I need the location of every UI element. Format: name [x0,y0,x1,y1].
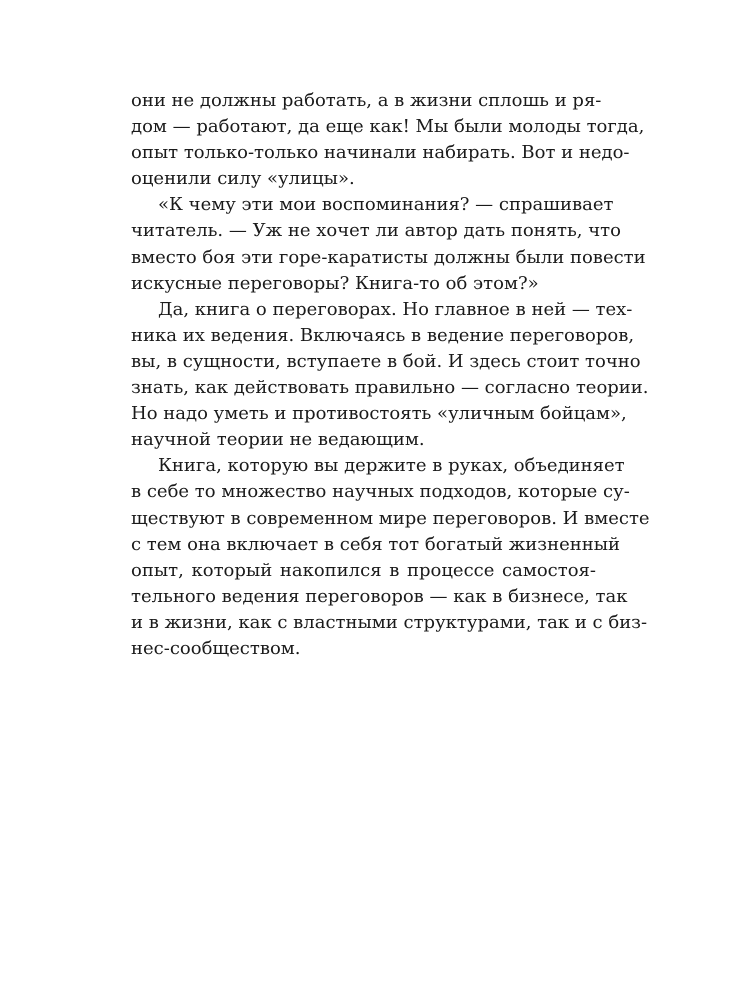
text-line: Да, книга о переговорах. Но главное в ней — тех- [158,298,633,320]
text-line: вы, в сущности, вступаете в бой. И здесь стоит точно [131,350,641,372]
text-line: вместо боя эти горе-каратисты должны были повести [131,246,646,268]
text-line: ника их ведения. Включаясь в ведение переговоров, [131,324,635,346]
text-line: опыт, который накопился в процессе самостоя- [131,559,596,581]
text-line: «К чему эти мои воспоминания? — спрашивает [158,194,614,216]
body-text [131,88,650,662]
text-line: опыт только-только начинали набирать. Вот и недо- [131,142,630,164]
text-line: Но надо уметь и противостоять «уличным бойцам», [131,403,627,425]
text-line: оценили силу «улицы». [131,168,355,190]
text-line: нес-сообществом. [131,637,301,659]
text-line: читатель. — Уж не хочет ли автор дать понять, что [131,220,621,242]
text-line: научной теории не ведающим. [131,429,425,451]
text-line: и в жизни, как с властными структурами, так и с биз- [131,611,648,633]
text-line: с тем она включает в себя тот богатый жизненный [131,533,621,555]
text-line: дом — работают, да еще как! Мы были молоды тогда, [131,116,645,138]
text-line: искусные переговоры? Книга-то об этом?» [131,272,539,294]
text-line: знать, как действовать правильно — согласно теории. [131,377,649,399]
text-line: они не должны работать, а в жизни сплошь и ря- [131,90,602,111]
text-line: в себе то множество научных подходов, которые су- [131,481,630,503]
text-line: тельного ведения переговоров — как в бизнесе, так [131,585,628,607]
text-line: ществуют в современном мире переговоров. И вместе [131,507,650,529]
text-line: Книга, которую вы держите в руках, объединяет [158,455,625,477]
